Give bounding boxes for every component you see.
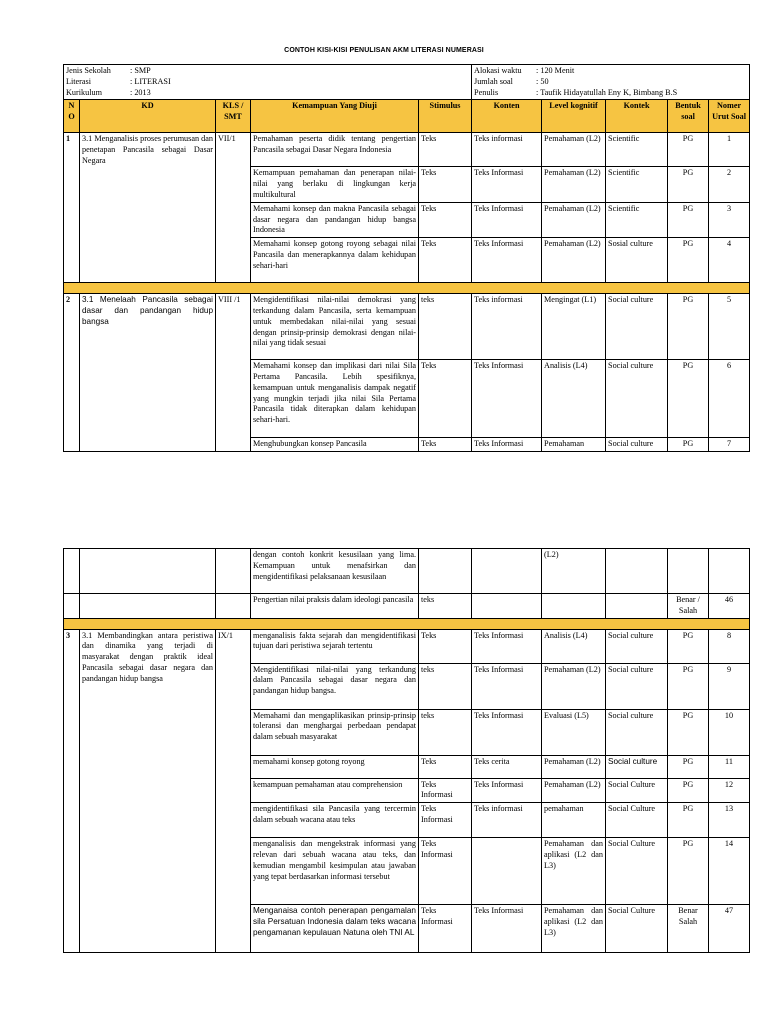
cell-konteks: Social Culture [606,803,668,838]
cell-kemampuan: Memahami konsep dan makna Pancasila sebagai dasar negara dan pandangan hidup bangsa Indonesia [251,202,419,237]
cell-level: pemahaman [542,803,606,838]
row-kls: VIII /1 [216,294,251,452]
cell-konteks: Social culture [606,294,668,360]
cell-level: Evaluasi (L5) [542,709,606,755]
row-no: 1 [64,133,80,283]
cell-nomor: 12 [709,778,750,803]
cell-stimulus: Teks Informasi [419,905,472,953]
meta-literasi: Literasi : LITERASI [66,76,171,86]
cell-konteks: Sosial culture [606,238,668,283]
cell-konteks: Scientific [606,133,668,167]
cell-bentuk: PG [668,663,709,709]
cell-stimulus: teks [419,709,472,755]
cell-konteks: Social culture [606,709,668,755]
cell-level: Analisis (L4) [542,629,606,663]
cell-konteks: Scientific [606,167,668,202]
row-kls: VII/1 [216,133,251,283]
meta-waktu: Alokasi waktu : 120 Menit [474,66,575,75]
cell-stimulus: Teks [419,360,472,438]
cell-level: Pemahaman (L2) [542,202,606,237]
meta-jumlah: Jumlah soal : 50 [474,76,549,86]
cell-level: Pemahaman (L2) [542,167,606,202]
cell-nomor: 47 [709,905,750,953]
cell-bentuk: Benar Salah [668,905,709,953]
cell-konten: Teks cerita [472,755,542,778]
page-title: CONTOH KISI-KISI PENULISAN AKM LITERASI NUMERASI [284,47,484,54]
cell-nomor: 3 [709,202,750,237]
header-konten: Konten [472,100,542,133]
cell-konten: Teks Informasi [472,438,542,452]
cell-kemampuan: kemampuan pemahaman atau comprehension [251,778,419,803]
cell-nomor: 13 [709,803,750,838]
cell-stimulus: Teks [419,755,472,778]
cell-nomor: 2 [709,167,750,202]
cell-konteks: Social culture [606,663,668,709]
cell-bentuk: PG [668,838,709,905]
cell-konten: Teks Informasi [472,778,542,803]
cell-stimulus: teks [419,294,472,360]
row-kd: 3.1 Membandingkan antara peristiwa dan dinamika yang terjadi di masyarakat dengan praktik ideal Pancasila sebagai dasar negara dan pandangan hidup bangsa [80,629,216,953]
cell-bentuk: PG [668,803,709,838]
cell-konten: Teks informasi [472,133,542,167]
header-kemampuan: Kemampuan Yang Diuji [251,100,419,133]
cell-stimulus: Teks [419,438,472,452]
cell-nomor: 9 [709,663,750,709]
cell-stimulus: Teks [419,133,472,167]
cell-konten: Teks Informasi [472,238,542,283]
cell-konteks: Social Culture [606,838,668,905]
row-kd: 3.1 Menganalisis proses perumusan dan penetapan Pancasila sebagai Dasar Negara [80,133,216,283]
table-row [64,594,750,619]
cell-stimulus: Teks Informasi [419,803,472,838]
kisi-kisi-table-page-2 [63,548,750,953]
cell-level: (L2) [542,549,606,594]
cell-bentuk: PG [668,167,709,202]
cell-konteks: Social Culture [606,778,668,803]
cell-konteks: Social culture [606,629,668,663]
cell-bentuk: Benar / Salah [668,594,709,619]
table-row [64,294,750,360]
header-kd: KD [80,100,216,133]
header-bentuk: Bentuk soal [668,100,709,133]
cell-konten: Teks Informasi [472,167,542,202]
cell-konten: Teks Informasi [472,905,542,953]
cell-level: Mengingat (L1) [542,294,606,360]
row-no: 3 [64,629,80,953]
cell-stimulus: Teks Informasi [419,838,472,905]
cell-bentuk: PG [668,629,709,663]
cell-level: Pemahaman (L2) [542,755,606,778]
cell-level: Pemahaman (L2) [542,238,606,283]
table-row [64,629,750,663]
header-row [64,100,750,133]
cell-nomor: 7 [709,438,750,452]
cell-nomor: 6 [709,360,750,438]
cell-nomor: 1 [709,133,750,167]
cell-nomor: 5 [709,294,750,360]
cell-kemampuan: memahami konsep gotong royong [251,755,419,778]
cell-bentuk: PG [668,709,709,755]
cell-bentuk: PG [668,202,709,237]
cell-konteks: Social culture [606,755,668,778]
group-separator [64,618,750,629]
header-stimulus: Stimulus [419,100,472,133]
cell-bentuk: PG [668,360,709,438]
cell-level: Pemahaman dan aplikasi (L2 dan L3) [542,905,606,953]
cell-level: Pemahaman dan aplikasi (L2 dan L3) [542,838,606,905]
cell-kemampuan: Menganaisa contoh penerapan pengamalan sila Persatuan Indonesia dalam teks wacana pengamanan kepulauan Natuna oleh TNI AL [251,905,419,953]
cell-kemampuan: menganalisis fakta sejarah dan mengidentifikasi tujuan dari peristiwa sejarah tertentu [251,629,419,663]
row-kd: 3.1 Menelaah Pancasila sebagai dasar dan pandangan hidup bangsa [80,294,216,452]
cell-level: Pemahaman (L2) [542,778,606,803]
cell-bentuk: PG [668,238,709,283]
cell-bentuk: PG [668,778,709,803]
cell-konteks: Social culture [606,360,668,438]
cell-stimulus: Teks Informasi [419,778,472,803]
meta-left [64,65,472,100]
cell-level: Analisis (L4) [542,360,606,438]
cell-konten: Teks informasi [472,294,542,360]
cell-konteks: Social Culture [606,905,668,953]
cell-konten: Teks Informasi [472,202,542,237]
header-konteks: Kontek [606,100,668,133]
header-kls: KLS / SMT [216,100,251,133]
cell-level: Pemahaman (L2) [542,663,606,709]
cell-konten: Teks Informasi [472,360,542,438]
cell-stimulus: Teks [419,629,472,663]
cell-level: Pemahaman (L2) [542,133,606,167]
cell-kemampuan: Kemampuan pemahaman dan penerapan nilai-nilai yang berlaku di lingkungan kerja multikultural [251,167,419,202]
row-kls: IX/1 [216,629,251,953]
cell-stimulus: Teks [419,167,472,202]
cell-stimulus: Teks [419,238,472,283]
cell-konten [472,838,542,905]
row-no: 2 [64,294,80,452]
cell-stimulus: Teks [419,202,472,237]
cell-kemampuan: menganalisis dan mengekstrak informasi yang relevan dari sebuah wacana atau teks, dan kemudian mengambil kesimpulan atau jawaban yang tepat berdasarkan informasi tersebut [251,838,419,905]
meta-kurikulum: Kurikulum : 2013 [66,87,151,97]
header-nomor: Nomer Urut Soal [709,100,750,133]
cell-bentuk: PG [668,438,709,452]
cell-bentuk: PG [668,755,709,778]
cell-konten: Teks Informasi [472,663,542,709]
cell-kemampuan: Memahami dan mengaplikasikan prinsip-prinsip toleransi dan menghargai perbedaan pendapat dalam sebuah masyarakat [251,709,419,755]
cell-kemampuan: Pengertian nilai praksis dalam ideologi pancasila [251,594,419,619]
group-separator [64,283,750,294]
cell-kemampuan: Mengidentifikasi nilai-nilai yang terkandung dalam Pancasila sebagai dasar negara dan pandangan hidup bangsa. [251,663,419,709]
cell-nomor: 14 [709,838,750,905]
cell-nomor: 11 [709,755,750,778]
cell-bentuk: PG [668,133,709,167]
cell-bentuk: PG [668,294,709,360]
cell-stimulus: teks [419,594,472,619]
cell-konten: Teks Informasi [472,629,542,663]
cell-konteks: Scientific [606,202,668,237]
cell-konteks: Social culture [606,438,668,452]
cell-kemampuan: Mengidentifikasi nilai-nilai demokrasi yang terkandung dalam Pancasila, serta kemampuan untuk membedakan nilai-nilai yang sesuai dengan prinsip-prinsip demokrasi dengan nilai-nilai yang tidak sesuai [251,294,419,360]
cell-nomor: 4 [709,238,750,283]
meta-row [64,65,750,100]
cell-kemampuan: Memahami konsep dan implikasi dari nilai Sila Pertama Pancasila. Lebih spesifiknya, kemampuan untuk menganalisis dampak negatif yang mungkin terjadi jika nilai Sila Pertama Pancasila tidak diterapkan dalam kehidupan sehari-hari. [251,360,419,438]
meta-right [472,65,750,100]
cell-kemampuan: mengidentifikasi sila Pancasila yang tercermin dalam sebuah wacana atau teks [251,803,419,838]
header-level: Level kognitif [542,100,606,133]
cell-stimulus: teks [419,663,472,709]
meta-penulis: Penulis : Taufik Hidayatullah Eny K, Bimbang B.S [474,87,678,97]
cell-kemampuan: Menghubungkan konsep Pancasila [251,438,419,452]
cell-konten: Teks Informasi [472,709,542,755]
header-no: N O [64,100,80,133]
cell-kemampuan: dengan contoh konkrit kesusilaan yang lima. Kemampuan untuk menafsirkan dan mengidentifikasi pelaksanaan kesusilaan [251,549,419,594]
meta-school: Jenis Sekolah : SMP [66,66,151,75]
cell-konten: Teks informasi [472,803,542,838]
table-row [64,133,750,167]
kisi-kisi-table-page-1 [63,64,750,452]
cell-kemampuan: Memahami konsep gotong royong sebagai nilai Pancasila dan menerapkannya dalam kehidupan sehari-hari [251,238,419,283]
cell-nomor: 46 [709,594,750,619]
cell-level: Pemahaman [542,438,606,452]
cell-nomor: 8 [709,629,750,663]
table-row [64,549,750,594]
cell-kemampuan: Pemahaman peserta didik tentang pengertian Pancasila sebagai Dasar Negara Indonesia [251,133,419,167]
cell-nomor: 10 [709,709,750,755]
